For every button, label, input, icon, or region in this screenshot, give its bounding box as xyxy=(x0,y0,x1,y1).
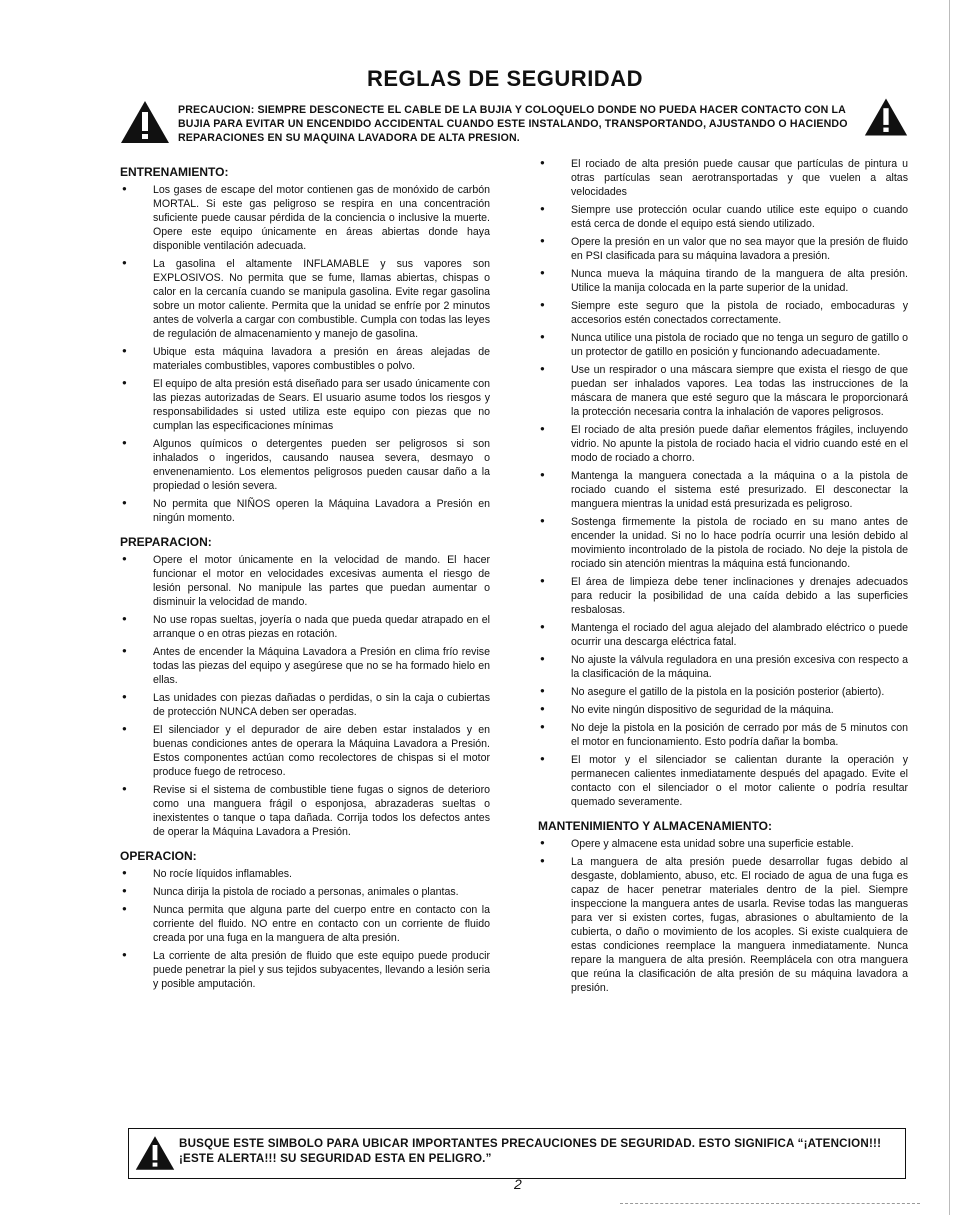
section-heading-preparacion: PREPARACION: xyxy=(120,535,212,549)
safety-symbol-notice-box xyxy=(128,1128,906,1179)
list-item: ● El área de limpieza debe tener inclinaciones y drenajes adecuados para reducir la posibilidad de una caída debido a las superficies resbalosas. xyxy=(538,575,908,617)
list-item: ● El silenciador y el depurador de aire deben estar instalados y en buenas condiciones antes de operara la Máquina Lavadora a Presión. Estos componentes actúan como recolectores de chispas si el motor produce fuego de retroceso. xyxy=(120,723,490,779)
top-precaution-text: PRECAUCION: SIEMPRE DESCONECTE EL CABLE DE LA BUJIA Y COLOQUELO DONDE NO PUEDA HACER CONTACTO CON LA BUJIA PARA EVITAR UN ENCENDIDO ACCIDENTAL CUANDO ESTE INSTALANDO, TRANSPORTANDO, AJUSTANDO O HACIENDO REPARACIONES EN SU MAQUINA LAVADORA DE ALTA PRESION. xyxy=(178,104,848,144)
list-item: ● Sostenga firmemente la pistola de rociado en su mano antes de encender la unidad. Si no lo hace podría ocurrir una lesión debido al movimiento incontrolado de la pistola de rociado. No deje la pistola de rociado sin atención mientras la máquina está funcionando. xyxy=(538,515,908,571)
list-item: ● El rociado de alta presión puede dañar elementos frágiles, incluyendo vidrio. No apunte la pistola de rociado hacia el vidrio cuando esté en el modo de rociado a chorro. xyxy=(538,423,908,465)
list-item: ● Revise si el sistema de combustible tiene fugas o signos de deterioro como una manguera frágil o esponjosa, abrazaderas sueltas o inexistentes o tanque o tapa dañada. Corrija todos los defectos antes de operar la Máquina Lavadora a Presión. xyxy=(120,783,490,839)
list-item: ● La manguera de alta presión puede desarrollar fugas debido al desgaste, doblamiento, abuso, etc. El rociado de agua de una fuga es capaz de hacer penetrar materiales dentro de la piel. Siempre inspeccione la manguera antes de usarla. Revise todas las mangueras para ver si existen cortes, fugas, abrasiones o abultamiento de la cubierta, o daño o movimiento de los acoples. Si existe cualquiera de estas condiciones reemplace la manguera inmediatamente. Nunca repare la manguera de alta presión. Reemplácela con otra manguera que reúna la clasificación de alta presión de su máquina lavadora a presión. xyxy=(538,855,908,995)
list-item: ● No ajuste la válvula reguladora en una presión excesiva con respecto a la clasificación de la máquina. xyxy=(538,653,908,681)
operacion-list-left xyxy=(120,867,490,991)
list-item: ● La corriente de alta presión de fluido que este equipo puede producir puede penetrar la piel y sus tejidos subyacentes, llevando a lesión seria y posible amputación. xyxy=(120,949,490,991)
operacion-list-right xyxy=(538,157,908,809)
list-item: ● Ubique esta máquina lavadora a presión en áreas alejadas de materiales combustibles, vapores combustibles o polvo. xyxy=(120,345,490,373)
list-item: ● No asegure el gatillo de la pistola en la posición posterior (abierto). xyxy=(538,685,908,699)
list-item: ● Nunca utilice una pistola de rociado que no tenga un seguro de gatillo o un protector de gatillo en posición y funcionando adecuadamente. xyxy=(538,331,908,359)
list-item: ● No use ropas sueltas, joyería o nada que pueda quedar atrapado en el arranque o en otras piezas en rotación. xyxy=(120,613,490,641)
safety-symbol-notice-text: BUSQUE ESTE SIMBOLO PARA UBICAR IMPORTANTES PRECAUCIONES DE SEGURIDAD. ESTO SIGNIFICA “¡ATENCION!!! ¡ESTE ALERTA!!! SU SEGURIDAD ESTA EN PELIGRO.” xyxy=(179,1137,882,1165)
list-item: ● Opere y almacene esta unidad sobre una superficie estable. xyxy=(538,837,908,851)
list-item: ● Use un respirador o una máscara siempre que exista el riesgo de que puedan ser inhalados vapores. Lea todas las instrucciones de la máscara de manera que esté seguro que la máscara le proporcionará la protección necesaria contra la inhalación de vapores peligrosos. xyxy=(538,363,908,419)
section-heading-operacion: OPERACION: xyxy=(120,849,197,863)
page-edge-line xyxy=(949,0,950,1215)
list-item: ● Opere el motor únicamente en la velocidad de mando. El hacer funcionar el motor en velocidades excesivas aumenta el riesgo de lesión personal. No manipule las partes que puedan aumentar o disminuir la velocidad de mando. xyxy=(120,553,490,609)
list-item: ● El rociado de alta presión puede causar que partículas de pintura u otras partículas sean aerotransportadas y que vuelen a altas velocidades xyxy=(538,157,908,199)
list-item: ● Mantenga el rociado del agua alejado del alambrado eléctrico o puede ocurrir una descarga eléctrica fatal. xyxy=(538,621,908,649)
list-item: ● Opere la presión en un valor que no sea mayor que la presión de fluido en PSI clasificada para su máquina lavadora a presión. xyxy=(538,235,908,263)
section-heading-entrenamiento: ENTRENAMIENTO: xyxy=(120,165,229,179)
list-item: ● Nunca dirija la pistola de rociado a personas, animales o plantas. xyxy=(120,885,490,899)
list-item: ● Las unidades con piezas dañadas o perdidas, o sin la caja o cubiertas de protección NUNCA deben ser operadas. xyxy=(120,691,490,719)
list-item: ● Mantenga la manguera conectada a la máquina o a la pistola de rociado cuando el sistema esté presurizado. El desconectar la manguera mientras la unidad está presurizada es peligroso. xyxy=(538,469,908,511)
list-item: ● La gasolina el altamente INFLAMABLE y sus vapores son EXPLOSIVOS. No permita que se fume, llamas abiertas, chispas o calor en la cercanía cuando se manipula gasolina. Evite regar gasolina sobre un motor caliente. Permita que la unidad se enfríe por 2 minutos antes de volverla a cargar con combustible. Cumpla con todas las leyes de regulación de almacenamiento y manejo de gasolina. xyxy=(120,257,490,341)
warning-triangle-icon xyxy=(120,100,170,144)
right-column xyxy=(538,155,908,999)
list-item: ● Algunos químicos o detergentes pueden ser peligrosos si son inhalados o ingeridos, causando nausea severa, desmayo o envenenamiento. Los elementos peligrosos pueden causar daño a la propiedad o lesión severa. xyxy=(120,437,490,493)
left-column xyxy=(120,155,490,995)
page-title: REGLAS DE SEGURIDAD xyxy=(367,66,643,91)
warning-triangle-icon-right xyxy=(864,96,908,138)
list-item: ● El motor y el silenciador se calientan durante la operación y permanecen calientes inmediatamente después del apagado. Evite el contacto con el silenciador o el motor caliente o podría resultar quemado severamente. xyxy=(538,753,908,809)
list-item: ● Los gases de escape del motor contienen gas de monóxido de carbón MORTAL. Si este gas peligroso se respira en una concentración suficiente puede causar pérdida de la conciencia o inclusive la muerte. Opere este equipo únicamente en áreas abiertas donde haya disponible ventilación adecuada. xyxy=(120,183,490,253)
list-item: ● Siempre use protección ocular cuando utilice este equipo o cuando está cerca de donde el equipo está siendo utilizado. xyxy=(538,203,908,231)
preparacion-list xyxy=(120,553,490,839)
warning-triangle-icon xyxy=(135,1133,175,1173)
page-number: 2 xyxy=(514,1176,522,1192)
list-item: ● No permita que NIÑOS operen la Máquina Lavadora a Presión en ningún momento. xyxy=(120,497,490,525)
list-item: ● No evite ningún dispositivo de seguridad de la máquina. xyxy=(538,703,908,717)
entrenamiento-list xyxy=(120,183,490,525)
footer-dashes xyxy=(620,1203,920,1204)
list-item: ● No deje la pistola en la posición de cerrado por más de 5 minutos con el motor en funcionamiento. Esto podría dañar la bomba. xyxy=(538,721,908,749)
list-item: ● No rocíe líquidos inflamables. xyxy=(120,867,490,881)
list-item: ● Nunca permita que alguna parte del cuerpo entre en contacto con la corriente del fluido. NO entre en contacto con un corriente de fluido creada por una fuga en la manguera de alta presión. xyxy=(120,903,490,945)
list-item: ● Siempre este seguro que la pistola de rociado, embocaduras y accesorios estén conectados correctamente. xyxy=(538,299,908,327)
list-item: ● Nunca mueva la máquina tirando de la manguera de alta presión. Utilice la manija colocada en la parte superior de la unidad. xyxy=(538,267,908,295)
list-item: ● El equipo de alta presión está diseñado para ser usado únicamente con las piezas autorizadas de Sears. El usuario asume todos los riesgos y responsabilidades si usted utiliza este equipo con piezas que no cumplan las especificaciones mínimas xyxy=(120,377,490,433)
list-item: ● Antes de encender la Máquina Lavadora a Presión en clima frío revise todas las piezas del equipo y asegúrese que no se ha formado hielo en ellas. xyxy=(120,645,490,687)
section-heading-mantenimiento: MANTENIMIENTO Y ALMACENAMIENTO: xyxy=(538,819,773,833)
mantenimiento-list xyxy=(538,837,908,995)
